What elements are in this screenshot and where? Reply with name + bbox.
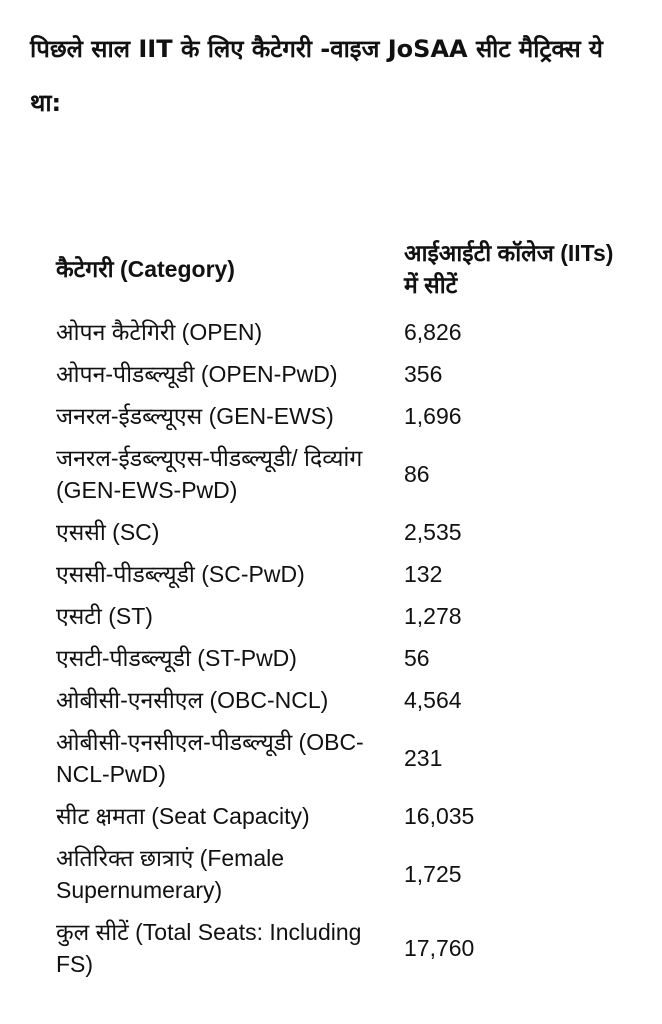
- seats-cell: 1,725: [404, 861, 462, 887]
- table-row: [56, 595, 616, 637]
- category-cell: ओबीसी-एनसीएल-पीडब्ल्यूडी (OBC-NCL-PwD): [56, 729, 364, 787]
- seats-cell: 86: [404, 461, 430, 487]
- seats-column-header: आईआईटी कॉलेज (IITs) में सीटें: [404, 240, 614, 298]
- table-header-row: [56, 237, 616, 311]
- table-row: [56, 721, 616, 795]
- category-cell: ओपन कैटेगिरी (OPEN): [56, 319, 263, 345]
- table-row: [56, 311, 616, 353]
- seats-cell: 17,760: [404, 935, 475, 961]
- seats-cell: 231: [404, 745, 443, 771]
- table-row: [56, 679, 616, 721]
- category-cell: अतिरिक्त छात्राएं (Female Supernumerary): [56, 845, 285, 903]
- category-cell: जनरल-ईडब्ल्यूएस-पीडब्ल्यूडी/ दिव्यांग (GEN-EWS-PwD): [56, 445, 363, 503]
- category-cell: सीट क्षमता (Seat Capacity): [56, 803, 310, 829]
- category-cell: एससी (SC): [56, 519, 160, 545]
- table-row: [56, 795, 616, 837]
- seats-cell: 1,278: [404, 603, 462, 629]
- category-cell: ओबीसी-एनसीएल (OBC-NCL): [56, 687, 329, 713]
- seats-cell: 2,535: [404, 519, 462, 545]
- seat-matrix-table: [56, 237, 616, 985]
- page-heading: पिछले साल IIT के लिए कैटेगरी -वाइज JoSAA सीट मैट्रिक्स ये था:: [30, 35, 603, 117]
- category-cell: एसटी (ST): [56, 603, 153, 629]
- seats-cell: 4,564: [404, 687, 462, 713]
- table-row: [56, 353, 616, 395]
- seats-cell: 56: [404, 645, 430, 671]
- table-row: [56, 395, 616, 437]
- table-row: [56, 637, 616, 679]
- seats-cell: 356: [404, 361, 443, 387]
- seats-cell: 6,826: [404, 319, 462, 345]
- category-cell: कुल सीटें (Total Seats: Including FS): [56, 919, 362, 977]
- seats-cell: 1,696: [404, 403, 462, 429]
- seats-cell: 132: [404, 561, 443, 587]
- category-cell: जनरल-ईडब्ल्यूएस (GEN-EWS): [56, 403, 334, 429]
- category-cell: एसटी-पीडब्ल्यूडी (ST-PwD): [56, 645, 297, 671]
- table-row: [56, 437, 616, 511]
- category-column-header: कैटेगरी (Category): [56, 256, 235, 282]
- table-row: [56, 911, 616, 985]
- table-row: [56, 553, 616, 595]
- table-row: [56, 511, 616, 553]
- seats-cell: 16,035: [404, 803, 475, 829]
- category-cell: ओपन-पीडब्ल्यूडी (OPEN-PwD): [56, 361, 338, 387]
- category-cell: एससी-पीडब्ल्यूडी (SC-PwD): [56, 561, 305, 587]
- table-row: [56, 837, 616, 911]
